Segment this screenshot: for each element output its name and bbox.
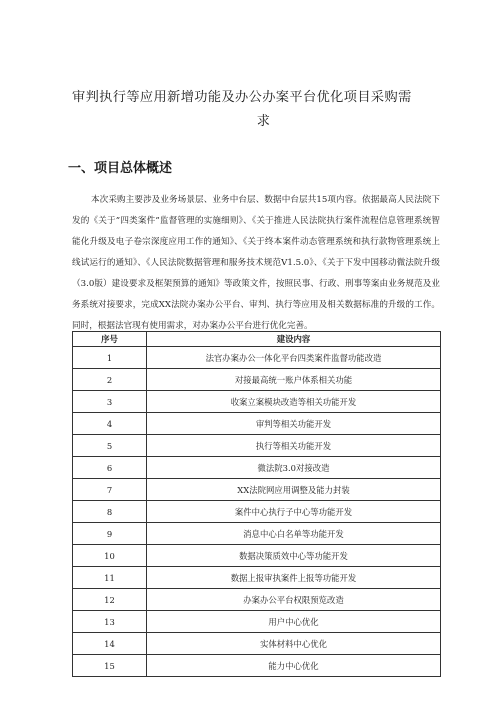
table-row — [73, 633, 441, 655]
document-title-line-1: 审判执行等应用新增功能及办公办案平台优化项目采购需 — [72, 89, 412, 105]
table-row — [73, 369, 441, 391]
table-row — [73, 545, 441, 567]
content-cell: XX法院网应用调整及能力封装 — [147, 479, 441, 501]
index-cell: 1 — [73, 347, 147, 369]
table-row — [73, 479, 441, 501]
overview-paragraph: 本次采购主要涉及业务场景层、业务中台层、数据中台层共15项内容。依据最高人民法院下发的《关于”四类案件”监督管理的实施细则》、《关于推进人民法院执行案件流程信息管理系统智能化升级及电子卷宗深度应用工作的通知》、《关于终本案件动态管理系统和执行款物管理系统上线试运行的通知》、《人民法院数据管理和服务技术规范V1.5.0》、《关于下发中国移动微法院升级（3.0版）建设要求及框架预算的通知》等政策文件，按照民事、行政、刑事等案由业务规范及业务系统对接要求，完成XX法院办案办公平台、审判、执行等应用及相关数据标准的升级的工作。同时，根据法官现有使用需求，对办案办公平台进行优化完善。 — [72, 194, 440, 331]
index-cell: 6 — [73, 457, 147, 479]
document-title-line-2: 求 — [256, 113, 271, 129]
index-cell: 8 — [73, 501, 147, 523]
index-cell: 13 — [73, 611, 147, 633]
content-cell: 案件中心执行子中心等功能开发 — [147, 501, 441, 523]
table-row — [73, 391, 441, 413]
content-cell: 执行等相关功能开发 — [147, 435, 441, 457]
table-header-row — [73, 332, 441, 347]
index-cell: 9 — [73, 523, 147, 545]
table-row — [73, 589, 441, 611]
content-cell: 收案立案模块改造等相关功能开发 — [147, 391, 441, 413]
content-cell: 办案办公平台权限预览改造 — [147, 589, 441, 611]
content-cell: 审判等相关功能开发 — [147, 413, 441, 435]
content-cell: 数据决策质效中心等功能开发 — [147, 545, 441, 567]
index-cell: 15 — [73, 655, 147, 677]
content-cell: 数据上报审执案件上报等功能开发 — [147, 567, 441, 589]
section-heading: 一、项目总体概述 — [68, 160, 173, 176]
header-index: 序号 — [73, 332, 147, 347]
index-cell: 12 — [73, 589, 147, 611]
table-row — [73, 435, 441, 457]
index-cell: 4 — [73, 413, 147, 435]
index-cell: 5 — [73, 435, 147, 457]
index-cell: 14 — [73, 633, 147, 655]
index-cell: 2 — [73, 369, 147, 391]
content-cell: 消息中心白名单等功能开发 — [147, 523, 441, 545]
table-row — [73, 655, 441, 677]
content-cell: 能力中心优化 — [147, 655, 441, 677]
table-row — [73, 347, 441, 369]
index-cell: 10 — [73, 545, 147, 567]
procurement-items-table — [72, 331, 441, 677]
content-cell: 法官办案办公一体化平台四类案件监督功能改造 — [147, 347, 441, 369]
index-cell: 11 — [73, 567, 147, 589]
table-row — [73, 413, 441, 435]
content-cell: 用户中心优化 — [147, 611, 441, 633]
document-title — [72, 86, 447, 134]
index-cell: 7 — [73, 479, 147, 501]
content-cell: 微法院3.0对接改造 — [147, 457, 441, 479]
header-content: 建设内容 — [147, 332, 441, 347]
index-cell: 3 — [73, 391, 147, 413]
content-cell: 实体材料中心优化 — [147, 633, 441, 655]
table-row — [73, 501, 441, 523]
content-cell: 对接最高统一账户体系相关功能 — [147, 369, 441, 391]
table-row — [73, 567, 441, 589]
table-row — [73, 523, 441, 545]
table-row — [73, 457, 441, 479]
table-row — [73, 611, 441, 633]
